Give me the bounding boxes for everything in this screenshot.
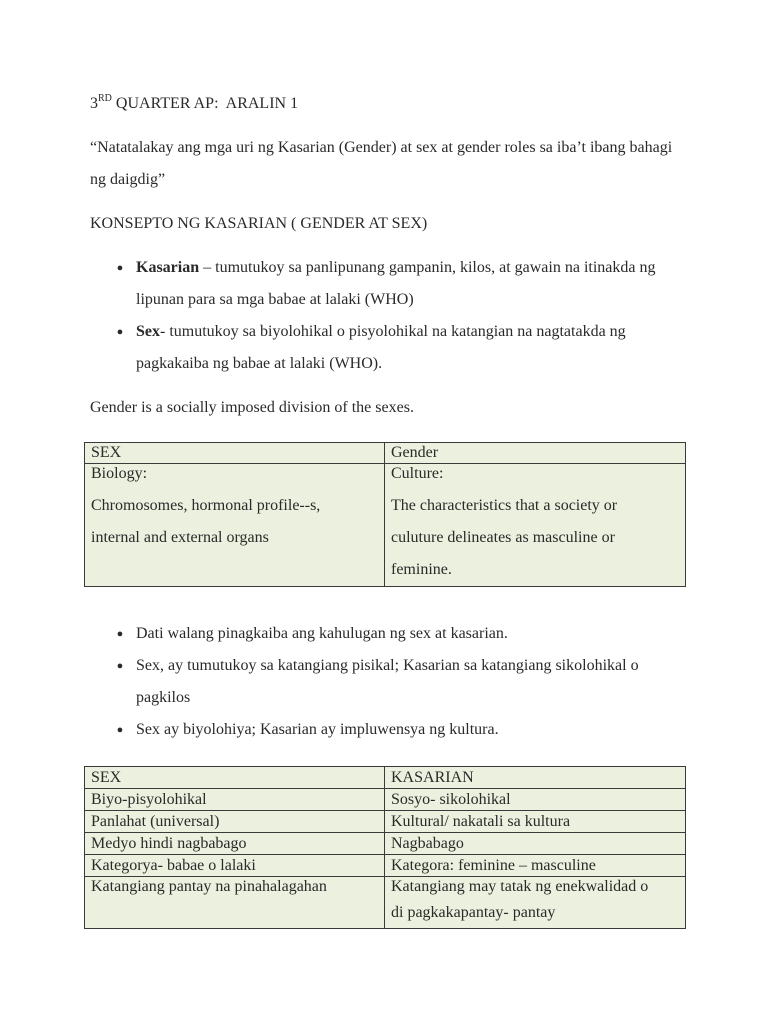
table-cell	[385, 464, 686, 587]
cell-text: Chromosomes, hormonal profile--s, internal and external organs	[91, 497, 321, 546]
table-row	[85, 855, 686, 877]
table-row	[85, 789, 686, 811]
table-row	[85, 811, 686, 833]
table-row	[85, 877, 686, 929]
cell-text: Katangiang may tatak ng enekwalidad o	[391, 878, 649, 895]
bullet-icon: ●	[116, 660, 124, 672]
sex-gender-table	[84, 442, 686, 587]
table-cell	[385, 877, 686, 929]
table-cell	[85, 464, 385, 587]
cell-label: Biology:	[91, 465, 148, 482]
definitions-list	[90, 252, 690, 380]
table-header-cell: Gender	[385, 443, 686, 464]
table-header-row	[85, 767, 686, 789]
cell-label: Culture:	[391, 465, 444, 482]
point-text: Dati walang pinagkaiba ang kahulugan ng sex at kasarian.	[136, 625, 508, 642]
table-cell: Medyo hindi nagbabago	[85, 833, 385, 855]
point-text: Sex ay biyolohiya; Kasarian ay impluwensya ng kultura.	[136, 721, 499, 738]
list-item	[90, 650, 690, 714]
lesson-objective: “Natatalakay ang mga uri ng Kasarian (Gender) at sex at gender roles sa iba’t ibang bahagi ng daigdig”	[90, 139, 673, 188]
table-header-row	[85, 443, 686, 464]
table-cell: Sosyo- sikolohikal	[385, 789, 686, 811]
lesson-title	[90, 88, 298, 120]
list-item	[90, 618, 690, 650]
definition-term: Sex	[136, 323, 160, 340]
gender-note: Gender is a socially imposed division of the sexes.	[90, 399, 414, 416]
definition-text: - tumutukoy sa biyolohikal o pisyolohikal na katangian na nagtatakda ng pagkakaiba ng babae at lalaki (WHO).	[136, 323, 626, 372]
list-item	[90, 252, 690, 316]
list-item	[90, 316, 690, 380]
sex-kasarian-table	[84, 766, 686, 929]
cell-text: The characteristics that a society or culuture delineates as masculine or feminine.	[391, 497, 618, 578]
table-header-cell: KASARIAN	[385, 767, 686, 789]
table-cell: Kategora: feminine – masculine	[385, 855, 686, 877]
table-header-cell: SEX	[85, 767, 385, 789]
section-heading: KONSEPTO NG KASARIAN ( GENDER AT SEX)	[90, 215, 428, 232]
points-list	[90, 618, 690, 746]
cell-text: Katangiang pantay na pinahalagahan	[91, 878, 327, 895]
bullet-icon: ●	[116, 326, 124, 338]
title-prefix: 3	[90, 95, 98, 112]
point-text: Sex, ay tumutukoy sa katangiang pisikal; Kasarian sa katangiang sikolohikal o pagkilos	[136, 657, 639, 706]
definition-term: Kasarian	[136, 259, 200, 276]
table-cell: Nagbabago	[385, 833, 686, 855]
definition-text: – tumutukoy sa panlipunang gampanin, kilos, at gawain na itinakda ng lipunan para sa mga babae at lalaki (WHO)	[136, 259, 656, 308]
table-cell: Panlahat (universal)	[85, 811, 385, 833]
bullet-icon: ●	[116, 724, 124, 736]
table-cell: Biyo-pisyolohikal	[85, 789, 385, 811]
table-cell	[85, 877, 385, 929]
table-header-cell: SEX	[85, 443, 385, 464]
bullet-icon: ●	[116, 262, 124, 274]
title-rest: QUARTER AP: ARALIN 1	[111, 95, 299, 112]
cell-text: di pagkakapantay- pantay	[391, 904, 556, 921]
list-item	[90, 714, 690, 746]
bullet-icon: ●	[116, 628, 124, 640]
table-row	[85, 833, 686, 855]
table-cell: Kategorya- babae o lalaki	[85, 855, 385, 877]
table-row	[85, 464, 686, 587]
title-superscript: RD	[98, 93, 112, 104]
table-cell: Kultural/ nakatali sa kultura	[385, 811, 686, 833]
